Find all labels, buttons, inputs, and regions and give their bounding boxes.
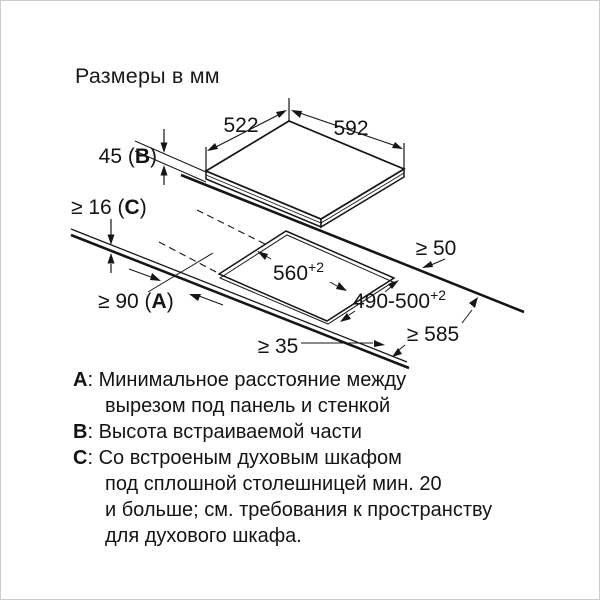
legend-line-c2: под сплошной столешницей мин. 20 (105, 473, 442, 495)
dimension-rear-clearance (416, 237, 457, 268)
dimension-side-clearance (98, 253, 223, 313)
cutout-depth-label: $490-500^{+2}$ (353, 287, 447, 313)
cutout-width-label: $560^{+2}$ (273, 259, 325, 285)
rear-clearance-label: ≥ 50 (415, 237, 457, 260)
legend-line-b: B: Высота встраиваемой части (73, 421, 362, 443)
legend-line-a2: вырезом под панель и стенкой (105, 395, 391, 417)
legend-line-c4: для духового шкафа. (105, 525, 302, 547)
counter-thickness-label: ≥ 16 (C) (71, 196, 147, 219)
panel-height-label: 45 (B) (98, 145, 157, 168)
panel-depth-label: 522 (223, 114, 259, 137)
page-title: Размеры в мм (75, 64, 220, 88)
counter-depth-label: ≥ 585 (406, 323, 460, 346)
panel-width-label: 592 (333, 117, 369, 140)
legend (73, 367, 553, 549)
front-clearance-label: ≥ 35 (257, 335, 299, 358)
legend-line-a1: A: Минимальное расстояние между (73, 369, 407, 391)
legend-line-c1: C: Со встроеным духовым шкафом (73, 447, 402, 469)
dimension-front-clearance (258, 335, 385, 358)
dimension-panel-height (99, 129, 206, 185)
legend-line-c3: и больше; см. требования к пространству (105, 499, 493, 521)
side-clearance-label: ≥ 90 (A) (98, 290, 174, 313)
